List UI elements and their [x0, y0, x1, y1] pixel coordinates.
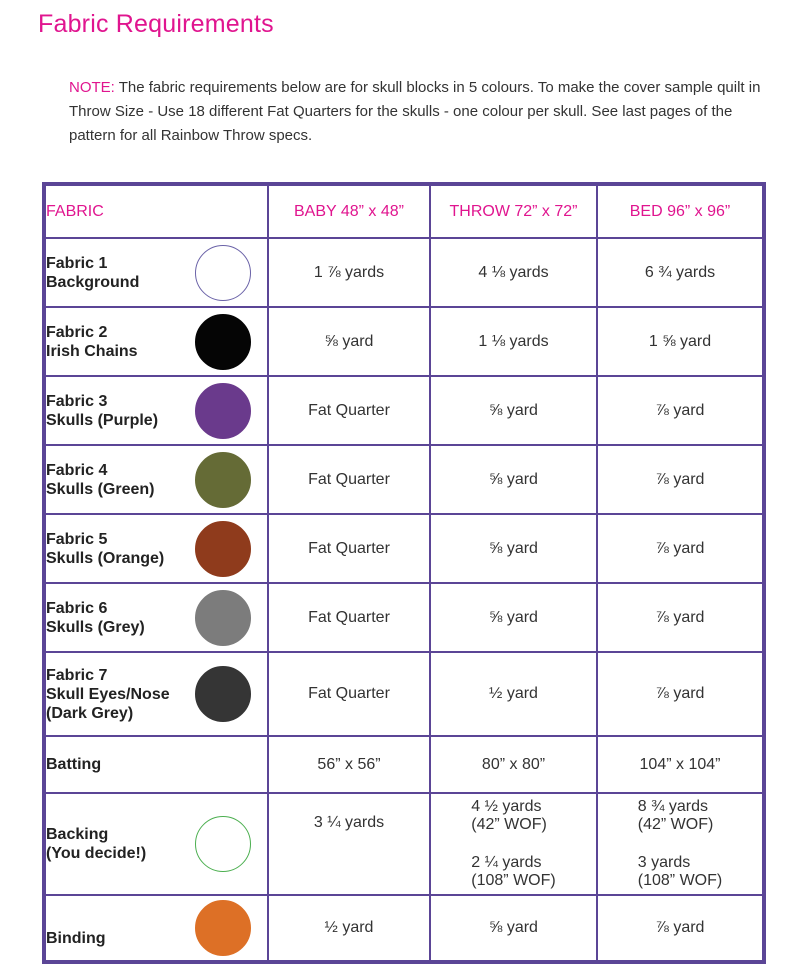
table-row — [44, 583, 764, 652]
cell-baby: Fat Quarter — [268, 514, 430, 583]
value-line: (108” WOF) — [471, 872, 556, 889]
fabric-swatch — [195, 452, 251, 508]
cell-throw: ⅝ yard — [430, 445, 597, 514]
fabric-swatch — [195, 245, 251, 301]
value-line: 3 yards — [637, 854, 691, 871]
value-line: 8 ¾ yards — [637, 798, 709, 815]
row-name-line: Fabric 6 — [46, 599, 108, 617]
cell-bed: ⅞ yard — [597, 652, 764, 736]
header-baby: BABY 48” x 48” — [268, 184, 430, 238]
table-row-backing — [44, 793, 764, 895]
row-name-line: Fabric 5 — [46, 530, 108, 548]
cell-baby: 1 ⅞ yards — [268, 238, 430, 307]
cell-bed: ⅞ yard — [597, 583, 764, 652]
table-row — [44, 307, 764, 376]
table-row-binding — [44, 895, 764, 962]
cell-throw — [430, 793, 597, 895]
row-name-line: Fabric 2 — [46, 323, 108, 341]
row-name-line: Fabric 4 — [46, 461, 108, 479]
row-name — [44, 445, 268, 514]
table-row-batting — [44, 736, 764, 793]
fabric-swatch — [195, 816, 251, 872]
row-name-line: Skulls (Purple) — [46, 411, 159, 429]
fabric-swatch — [195, 521, 251, 577]
cell-throw: 1 ⅛ yards — [430, 307, 597, 376]
row-name — [44, 307, 268, 376]
row-name — [44, 238, 268, 307]
table-row — [44, 376, 764, 445]
row-name-line: (Dark Grey) — [46, 704, 134, 722]
row-name — [44, 514, 268, 583]
value-line: 4 ½ yards — [471, 798, 542, 815]
row-name-line: Backing — [46, 826, 109, 843]
table-header-row — [44, 184, 764, 238]
cell-bed: 1 ⅝ yard — [597, 307, 764, 376]
cell-throw: ⅝ yard — [430, 376, 597, 445]
header-fabric: FABRIC — [44, 184, 268, 238]
row-name-line: (You decide!) — [46, 845, 147, 862]
fabric-swatch — [195, 590, 251, 646]
row-name-line: Batting — [46, 756, 102, 773]
cell-bed: 6 ¾ yards — [597, 238, 764, 307]
cell-throw: 80” x 80” — [430, 736, 597, 793]
cell-throw: ⅝ yard — [430, 895, 597, 962]
cell-bed — [597, 793, 764, 895]
cell-baby: Fat Quarter — [268, 445, 430, 514]
row-name-line: Fabric 7 — [46, 666, 108, 684]
row-name — [44, 895, 268, 962]
page-title: Fabric Requirements — [38, 10, 274, 38]
fabric-swatch — [195, 314, 251, 370]
row-name-line: Background — [46, 273, 140, 291]
cell-bed: ⅞ yard — [597, 895, 764, 962]
cell-throw: ⅝ yard — [430, 514, 597, 583]
cell-baby: 3 ¼ yards — [268, 793, 430, 895]
table-row — [44, 652, 764, 736]
row-name-line: Skulls (Orange) — [46, 549, 165, 567]
cell-throw: 4 ⅛ yards — [430, 238, 597, 307]
note-text: The fabric requirements below are for skull blocks in 5 colours. To make the cover sample quilt in Throw Size - Use 18 different Fat Quarters for the skulls - one colour per skull. See last pages of the pattern for all Rainbow Throw specs. — [69, 79, 761, 144]
value-line: (108” WOF) — [637, 872, 723, 889]
fabric-requirements-table — [42, 182, 766, 964]
row-name-line: Irish Chains — [46, 342, 138, 360]
row-name — [44, 736, 268, 793]
value-line: (42” WOF) — [471, 816, 547, 833]
row-name-line: Fabric 1 — [46, 254, 108, 272]
note-paragraph — [69, 76, 769, 148]
cell-bed: 104” x 104” — [597, 736, 764, 793]
value-line: 2 ¼ yards — [471, 854, 542, 871]
header-bed: BED 96” x 96” — [597, 184, 764, 238]
cell-bed: ⅞ yard — [597, 514, 764, 583]
header-throw: THROW 72” x 72” — [430, 184, 597, 238]
cell-bed: ⅞ yard — [597, 445, 764, 514]
value-line: (42” WOF) — [637, 816, 714, 833]
row-name-line: Fabric 3 — [46, 392, 108, 410]
fabric-swatch — [195, 900, 251, 956]
row-name-line: Skulls (Green) — [46, 480, 155, 498]
cell-throw: ⅝ yard — [430, 583, 597, 652]
cell-baby: 56” x 56” — [268, 736, 430, 793]
cell-baby: Fat Quarter — [268, 376, 430, 445]
table-row — [44, 238, 764, 307]
fabric-rows — [44, 238, 764, 736]
row-name — [44, 652, 268, 736]
row-name — [44, 376, 268, 445]
row-name — [44, 583, 268, 652]
cell-baby: ½ yard — [268, 895, 430, 962]
row-name-line: Binding — [46, 930, 106, 947]
cell-baby: ⅝ yard — [268, 307, 430, 376]
note-label: NOTE: — [69, 79, 115, 96]
cell-throw: ½ yard — [430, 652, 597, 736]
cell-baby: Fat Quarter — [268, 652, 430, 736]
cell-baby: Fat Quarter — [268, 583, 430, 652]
cell-bed: ⅞ yard — [597, 376, 764, 445]
row-name-line: Skulls (Grey) — [46, 618, 145, 636]
fabric-swatch — [195, 666, 251, 722]
table-row — [44, 514, 764, 583]
fabric-swatch — [195, 383, 251, 439]
row-name-line: Skull Eyes/Nose — [46, 685, 170, 703]
row-name — [44, 793, 268, 895]
table-row — [44, 445, 764, 514]
